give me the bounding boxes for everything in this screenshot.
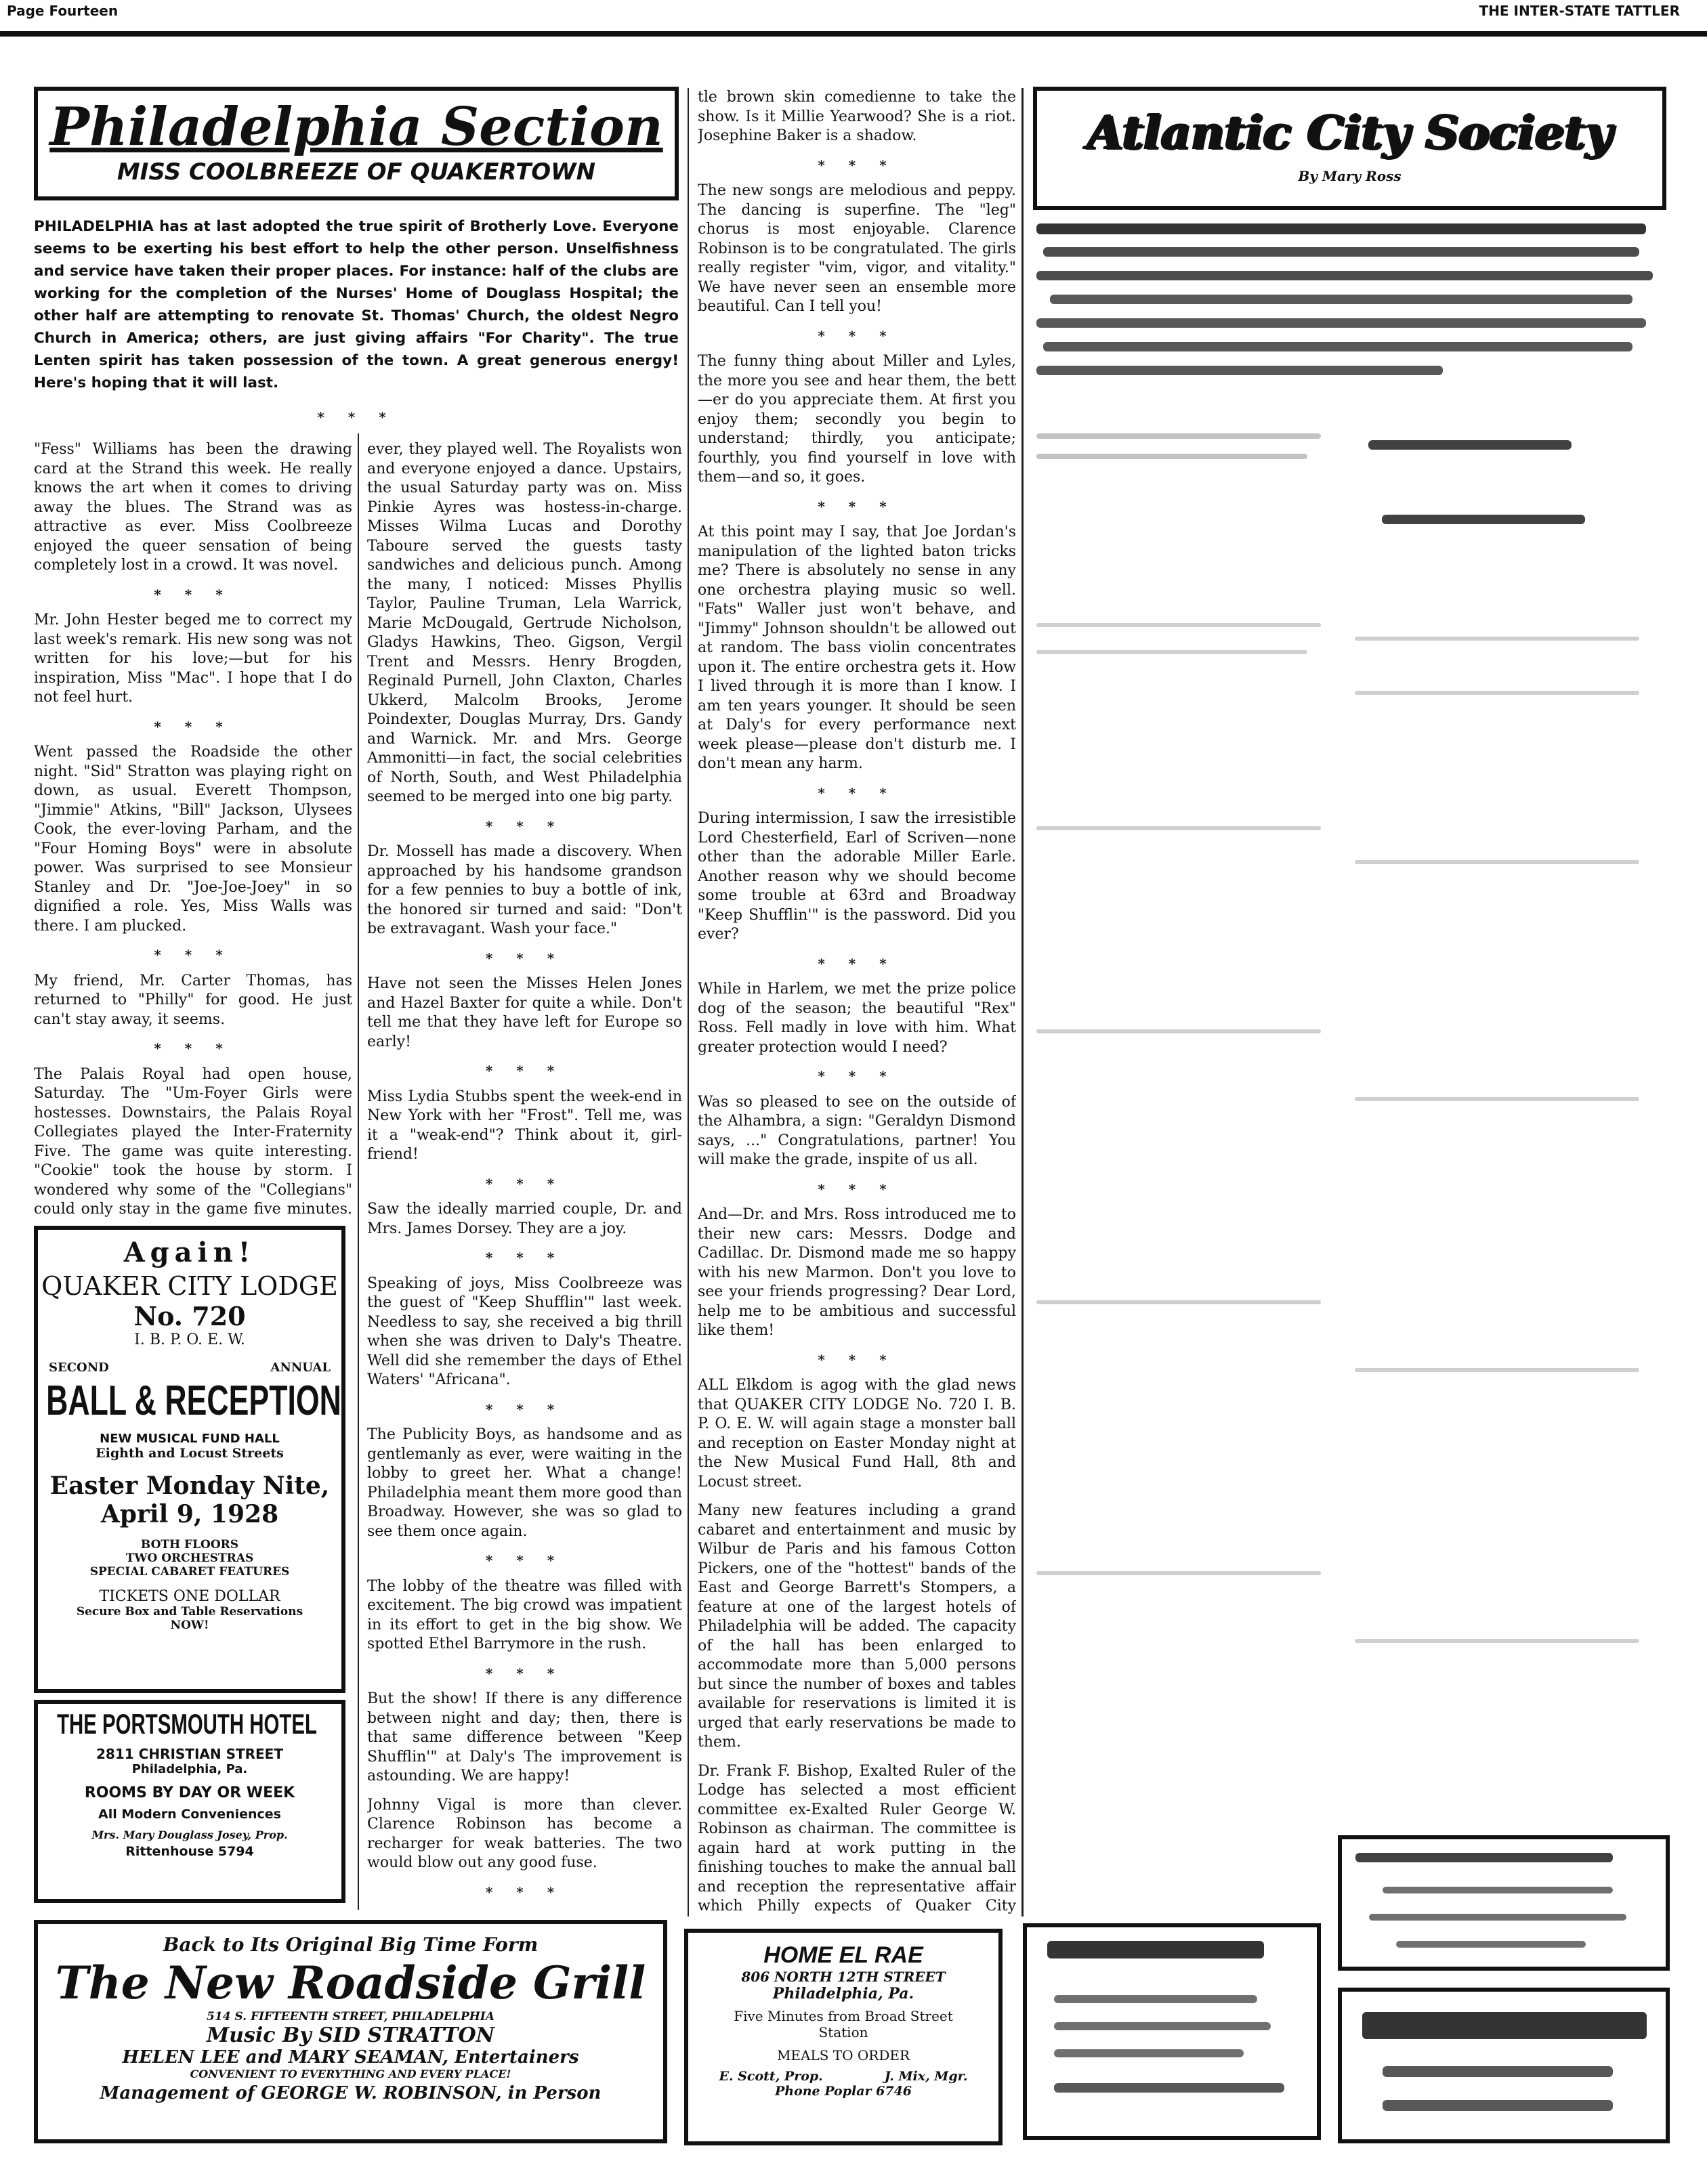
- portsmouth-phone: Rittenhouse 5794: [125, 1844, 254, 1859]
- col3-paragraph: Was so pleased to see on the outside of the Alhambra, a sign: "Geraldyn Dismond says, ..." Congratulations, partner! You will make the grade, inspite of us all.: [698, 1093, 1016, 1168]
- lodge-now: NOW!: [170, 1619, 209, 1632]
- portsmouth-city: Philadelphia, Pa.: [131, 1762, 248, 1776]
- col3-paragraph: tle brown skin comedienne to take the show. Is it Millie Yearwood? She is a riot. Josephine Baker is a shadow.: [698, 89, 1016, 144]
- lodge-name: QUAKER CITY LODGE: [41, 1271, 338, 1301]
- homeelrae-minutes: Five Minutes from Broad Street: [734, 2008, 953, 2024]
- col2-paragraph: Miss Lydia Stubbs spent the week-end in New York with her "Frost". Tell me, was it a "weak-end"? Think about it, girl-friend!: [367, 1088, 682, 1163]
- homeelrae-prop2: J. Mix, Mgr.: [884, 2069, 968, 2084]
- lodge-second: SECOND: [49, 1361, 109, 1375]
- atlantic-title: Atlantic City Society: [1087, 106, 1613, 160]
- roadside-management: Management of GEORGE W. ROBINSON, in Person: [100, 2083, 602, 2103]
- col3-paragraph: Many new features including a grand cabaret and entertainment and music by Wilbur de Paris and his famous Cotton Pickers, one of the "hottest" bands of the East and George Barrett's Stompers, a feature at one of the largest hotels of Philadelphia will be added. The capacity of the hall has been enlarged to accommodate more than 5,000 persons but since the number of boxes and tables available for reservations is limited it is urged that early reservations be made to them.: [698, 1502, 1016, 1751]
- degraded-ad-box: [1338, 1835, 1670, 1971]
- homeelrae-street: 806 NORTH 12TH STREET: [741, 1969, 946, 1985]
- homeelrae-phone: Phone Poplar 6746: [774, 2084, 912, 2099]
- col2-paragraph: The Publicity Boys, as handsome and as gentlemanly as ever, were waiting in the lobby to greet her. What a change! Philadelphia meant them more good than Broadway. However, she was so glad to see them once again.: [367, 1426, 682, 1540]
- portsmouth-street: 2811 CHRISTIAN STREET: [96, 1746, 283, 1762]
- col2-paragraph: Johnny Vigal is more than clever. Clarence Robinson has become a recharger for weak batteries. The two would blow out any good fuse.: [367, 1796, 682, 1871]
- philly-column-2: ever, they played well. The Royalists won and everyone enjoyed a dance. Upstairs, the usual Saturday party was on. Miss Pinkie Ayres was hostess-in-charge. Misses Wilma Lucas and Dorothy Taboure served the guests tasty sandwiches and delicious punch. Among the many, I noticed: Misses Phyllis Taylor, Pauline Truman, Lela Warrick, Marie McDougald, Gertrude Nicholson, Gladys Hawkins, Theo. Gigson, Vergil Trent and Messrs. Henry Brogden, Reginald Purnell, John Claxton, Charles Ukkerd, Malcolm Brooks, Jerome Poindexter, Douglas Murray, Drs. Gandy and Warnick. Mr. and Mrs. George Ammonitti—in fact, the social celebrities of North, South, and West Philadelphia seemed to be merged into one big party. * * * Dr. Mossell has made a discovery. When approached by his handsome grandson for a few pennies to buy a bottle of ink, the honored sir turned and said: "Don't be extravagant. Wash your face." * * * Have not seen the Misses Helen Jones and Hazel Baxter for quite a while. Don't tell me that they have left for Europe so early! * * * Miss Lydia Stubbs spent the week-end in New York with her "Frost". Tell me, was it a "weak-end"? Think about it, girl-friend! * * * Saw the ideally married couple, Dr. and Mrs. James Dorsey. They are a joy. * * * Speaking of joys, Miss Coolbreeze was the guest of "Keep Shufflin'" last week. Needless to say, she received a big thrill when she was driven to Daly's Theatre. Well did she remember the days of Ethel Waters' "Africana". * * * The Publicity Boys, as handsome and as gentlemanly as ever, were waiting in the lobby to greet her. What a change! Philadelphia meant them more good than Broadway. However, she was so glad to see them once again. * * * The lobby of the theatre was filled with excitement. The big crowd was impatient in its effort to get in the big show. We spotted Ethel Barrymore in the rush. * * * But the show! If there is any difference between night and day; then, there is that same difference between "Keep Shufflin'" at Daly's The improvement is astounding. We are happy! Johnny Vigal is more than clever. Clarence Robinson has become a recharger for weak batteries. The two would blow out any good fuse. * * *: [367, 441, 682, 1900]
- col3-paragraph: While in Harlem, we met the prize police dog of the season; the beautiful "Rex" Ross. Fell madly in love with him. What greater protection would I need?: [698, 981, 1016, 1056]
- intro-paragraph: PHILADELPHIA has at last adopted the true spirit of Brotherly Love. Everyone seems to be exerting his best effort to help the other person. Unselfishness and service have taken their proper places. For instance: half of the clubs are working for the completion of the Nurses' Home of Douglass Hospital; the other half are attempting to renovate St. Thomas' Church, the oldest Negro Church in America; others, are just giving affairs "For Charity". The true Lenten spirit has taken possession of the town. A great generous energy! Here's hoping that it will last.: [34, 218, 679, 391]
- atlantic-byline: By Mary Ross: [1298, 168, 1402, 184]
- portsmouth-conveniences: All Modern Conveniences: [98, 1807, 281, 1822]
- lodge-again: Again!: [123, 1237, 256, 1268]
- col2-paragraph: The lobby of the theatre was filled with excitement. The big crowd was impatient in its effort to get in the big show. We spotted Ethel Barrymore in the rush.: [367, 1577, 682, 1652]
- col1-paragraph: Went passed the Roadside the other night. "Sid" Stratton was playing right on down, as usual. Everett Thompson, "Jimmie" Atkins, "Bill" Jackson, Ulysees Cook, the ever-loving Parham, and the "Four Homing Boys" were in absolute power. Was surprised to see Monsieur Stanley and Dr. "Joe-Joe-Joey" in so dignified a role. Yes, Miss Walls was there. I am plucked.: [34, 744, 352, 935]
- roadside-music: Music By SID STRATTON: [206, 2024, 495, 2047]
- col1-paragraph: My friend, Mr. Carter Thomas, has returned to "Philly" for good. He just can't stay away, it seems.: [34, 972, 352, 1028]
- page-number: Page Fourteen: [7, 3, 119, 19]
- col2-paragraph: Have not seen the Misses Helen Jones and Hazel Baxter for quite a while. Don't tell me that they have left for Europe so early!: [367, 975, 682, 1050]
- roadside-tagline: Back to Its Original Big Time Form: [163, 1933, 539, 1956]
- lodge-venue: NEW MUSICAL FUND HALL: [100, 1432, 280, 1446]
- degraded-ad-box: [1023, 1923, 1321, 2140]
- philly-column-3: tle brown skin comedienne to take the show. Is it Millie Yearwood? She is a riot. Josephine Baker is a shadow. * * * The new songs are melodious and peppy. The dancing is superfine. The "leg" chorus is most enjoyable. Clarence Robinson is to be congratulated. The girls really register "vim, vigor, and vitality." We have never seen an ensemble more beautiful. Can I tell you! * * * The funny thing about Miller and Lyles, the more you see and hear them, the bett—er do you appreciate them. At first you enjoy them; secondly you begin to understand; thirdly, you anticipate; fourthly, you find yourself in love with them—and so, it goes. * * * At this point may I say, that Joe Jordan's manipulation of the lighted baton tricks me? There is absolutely no sense in any one orchestra playing music so well. "Fats" Waller just won't behave, and "Jimmy" Johnson shouldn't be allowed out at random. The bass violin concentrates upon it. The entire orchestra gets it. How I lived through it is more than I know. I am ten years younger. It should be seen at Daly's for every performance next week please—please don't disturb me. I don't mean any harm. * * * During intermission, I saw the irresistible Lord Chesterfield, Earl of Scriven—none other than the adorable Miller Earle. Another reason why we should become some trouble at 63rd and Broadway "Keep Shufflin'" is the password. Did you ever? * * * While in Harlem, we met the prize police dog of the season; the beautiful "Rex" Ross. Fell madly in love with him. What greater protection would I need? * * * Was so pleased to see on the outside of the Alhambra, a sign: "Geraldyn Dismond says, ..." Congratulations, partner! You will make the grade, inspite of us all. * * * And—Dr. and Mrs. Ross introduced me to their new cars: Messrs. Dodge and Cadillac. Dr. Dismond made me so happy with his new Marmon. Don't you love to see your friends progressing? Dear Lord, help me to be ambitious and successful like them! * * * ALL Elkdom is agog with the glad news that QUAKER CITY LODGE No. 720 I. B. P. O. E. W. will again stage a monster ball and reception on Easter Monday night at the New Musical Fund Hall, 8th and Locust street. Many new features including a grand cabaret and entertainment and music by Wilbur de Paris and his famous Cotton Pickers, one of the "hottest" bands of the East and George Barrett's Stompers, a feature at one of the largest hotels of Philadelphia will be added. The capacity of the hall has been enlarged to accommodate more than 5,000 persons but since the number of boxes and tables available for reservations is limited it is urged that early reservations be made to them. Dr. Frank F. Bishop, Exalted Ruler of the Lodge has selected a most efficient committee ex-Exalted Ruler George W. Robinson as chairman. The committee is again hard at work putting in the finishing touches to make the annual ball and reception the representative affair which Philly expects of Quaker City: [698, 88, 1016, 1917]
- roadside-name: The New Roadside Grill: [55, 1956, 646, 2009]
- col3-paragraph: And—Dr. and Mrs. Ross introduced me to their new cars: Messrs. Dodge and Cadillac. Dr. Dismond made me so happy with his new Marmon. Don't you love to see your friends progressing? Dear Lord, help me to be ambitious and successful like them!: [698, 1206, 1016, 1339]
- col2-paragraph: Dr. Mossell has made a discovery. When approached by his handsome grandson for a few pennies to buy a bottle of ink, the honored sir turned and said: "Don't be extravagant. Wash your face.": [367, 843, 682, 937]
- homeelrae-city: Philadelphia, Pa.: [772, 1985, 914, 2003]
- header-rule: [0, 31, 1707, 37]
- philly-column-1: "Fess" Williams has been the drawing card at the Strand this week. He really knows the art when it comes to driving away the blues. The Strand was as attractive as ever. Miss Coolbreeze enjoyed the queer sensation of being completely lost in a crowd. It was novel. * * * Mr. John Hester beged me to correct my last week's remark. His new song was not written for his love;—but for his inspiration, Miss "Mac". I hope that I do not feel hurt. * * * Went passed the Roadside the other night. "Sid" Stratton was playing right on down, as usual. Everett Thompson, "Jimmie" Atkins, "Bill" Jackson, Ulysees Cook, the ever-loving Parham, and the "Four Homing Boys" were in absolute power. Was surprised to see Monsieur Stanley and Dr. "Joe-Joe-Joey" in so dignified a role. Yes, Miss Walls was there. I am plucked. * * * My friend, Mr. Carter Thomas, has returned to "Philly" for good. He just can't stay away, it seems. * * * The Palais Royal had open house, Saturday. The "Um-Foyer Girls were hostesses. Downstairs, the Palais Royal Collegiates played the Inter-Fraternity Five. The game was quite interesting. "Cookie" took the house by storm. I wondered why some of the "Collegians" could only stay in the game five minutes.: [34, 440, 352, 1219]
- lodge-event: BALL & RECEPTION: [46, 1377, 341, 1424]
- homeelrae-station: Station: [818, 2024, 868, 2040]
- col2-paragraph: But the show! If there is any difference between night and day; then, there is that same difference between "Keep Shufflin'" at Daly's The improvement is astounding. We are happy!: [367, 1690, 682, 1784]
- lodge-date2: April 9, 1928: [100, 1500, 279, 1528]
- col3-paragraph: At this point may I say, that Joe Jordan's manipulation of the lighted baton tricks me? There is absolutely no sense in any one orchestra playing music so well. "Fats" Waller just won't behave, and "Jimmy" Johnson shouldn't be allowed out at random. The bass violin concentrates upon it. The entire orchestra gets it. How I lived through it is more than I know. I am ten years younger. It should be seen at Daly's for every performance next week please—please don't disturb me. I don't mean any harm.: [698, 523, 1016, 772]
- philadelphia-title: Philadelphia Section: [49, 96, 663, 158]
- col2-paragraph: ever, they played well. The Royalists won and everyone enjoyed a dance. Upstairs, the usual Saturday party was on. Miss Pinkie Ayres was hostess-in-charge. Misses Wilma Lucas and Dorothy Taboure served the guests tasty sandwiches and delicious punch. Among the many, I noticed: Misses Phyllis Taylor, Pauline Truman, Lela Warrick, Marie McDougald, Gertrude Nicholson, Gladys Hawkins, Theo. Gigson, Vergil Trent and Messrs. Henry Brogden, Reginald Purnell, John Claxton, Charles Ukkerd, Malcolm Brooks, Jerome Poindexter, Douglas Murray, Drs. Gandy and Warnick. Mr. and Mrs. George Ammonitti—in fact, the social celebrities of North, South, and West Philadelphia seemed to be merged into one big party.: [367, 441, 682, 805]
- portsmouth-prop: Mrs. Mary Douglass Josey, Prop.: [91, 1828, 288, 1841]
- lodge-tickets: TICKETS ONE DOLLAR: [99, 1588, 280, 1605]
- col1-paragraph: Mr. John Hester beged me to correct my last week's remark. His new song was not written for his love;—but for his inspiration, Miss "Mac". I hope that I do not feel hurt.: [34, 612, 352, 706]
- col2-paragraph: Saw the ideally married couple, Dr. and Mrs. James Dorsey. They are a joy.: [367, 1201, 682, 1237]
- column-divider: [1021, 88, 1024, 1917]
- lodge-org: I. B. P. O. E. W.: [134, 1331, 245, 1348]
- homeelrae-meals: MEALS TO ORDER: [776, 2047, 910, 2063]
- column-divider: [688, 88, 689, 1917]
- col1-paragraph: The Palais Royal had open house, Saturday. The "Um-Foyer Girls were hostesses. Downstairs, the Palais Royal Collegiates played the Inter-Fraternity Five. The game was quite interesting. "Cookie" took the house by storm. I wondered why some of the "Collegians" could only stay in the game five minutes.: [34, 1065, 352, 1218]
- masthead-running: THE INTER-STATE TATTLER: [1479, 3, 1680, 19]
- atlantic-degraded-text: [1030, 217, 1680, 1910]
- col3-paragraph: During intermission, I saw the irresistible Lord Chesterfield, Earl of Scriven—none other than the adorable Miller Earle. Another reason why we should become some trouble at 63rd and Broadway "Keep Shufflin'" is the password. Did you ever?: [698, 810, 1016, 943]
- col1-paragraph: "Fess" Williams has been the drawing card at the Strand this week. He really knows the art when it comes to driving away the blues. The Strand was as attractive as ever. Miss Coolbreeze enjoyed the queer sensation of being completely lost in a crowd. It was novel.: [34, 441, 352, 574]
- lodge-streets: Eighth and Locust Streets: [96, 1446, 284, 1461]
- lodge-date1: Easter Monday Nite,: [49, 1472, 330, 1500]
- degraded-ad-box: [1338, 1988, 1670, 2143]
- col3-paragraph: ALL Elkdom is agog with the glad news that QUAKER CITY LODGE No. 720 I. B. P. O. E. W. will again stage a monster ball and reception on Easter Monday night at the New Musical Fund Hall, 8th and Locust street.: [698, 1377, 1016, 1491]
- roadside-entertainers: HELEN LEE and MARY SEAMAN, Entertainers: [122, 2047, 579, 2068]
- col2-paragraph: Speaking of joys, Miss Coolbreeze was the guest of "Keep Shufflin'" last week. Needless to say, she received a big thrill when she was driven to Daly's Theatre. Well did she remember the days of Ethel Waters' "Africana".: [367, 1275, 682, 1388]
- philadelphia-title-box: [34, 87, 679, 200]
- atlantic-title-box: [1033, 87, 1666, 210]
- homeelrae-name: HOME EL RAE: [763, 1942, 923, 1968]
- lodge-annual: ANNUAL: [270, 1361, 331, 1375]
- intro-stars: * * *: [317, 409, 396, 425]
- portsmouth-rooms: ROOMS BY DAY OR WEEK: [84, 1784, 295, 1801]
- col3-paragraph: The new songs are melodious and peppy. The dancing is superfine. The "leg" chorus is most enjoyable. Clarence Robinson is to be congratulated. The girls really register "vim, vigor, and vitality." We have never seen an ensemble more beautiful. Can I tell you!: [698, 182, 1016, 315]
- roadside-grill-ad: [34, 1920, 667, 2143]
- lodge-floors: BOTH FLOORS: [140, 1538, 239, 1551]
- lodge-ad: [34, 1226, 345, 1693]
- lodge-number: No. 720: [133, 1301, 246, 1331]
- home-el-rae-ad: [684, 1929, 1003, 2145]
- col3-paragraph: The funny thing about Miller and Lyles, the more you see and hear them, the bett—er do you appreciate them. At first you enjoy them; secondly you begin to understand; thirdly, you anticipate; fourthly, you find yourself in love with them—and so, it goes.: [698, 353, 1016, 486]
- philadelphia-byline: MISS COOLBREEZE OF QUAKERTOWN: [117, 158, 596, 186]
- portsmouth-name: THE PORTSMOUTH HOTEL: [57, 1708, 317, 1740]
- column-divider: [358, 433, 359, 1910]
- roadside-convenient: CONVENIENT TO EVERYTHING AND EVERY PLACE!: [190, 2068, 511, 2080]
- roadside-address: 514 S. FIFTEENTH STREET, PHILADELPHIA: [207, 2010, 494, 2024]
- portsmouth-ad: [34, 1700, 345, 1903]
- col3-paragraph: Dr. Frank F. Bishop, Exalted Ruler of the Lodge has selected a most efficient committee ex-Exalted Ruler George W. Robinson as chairman. The committee is again hard at work putting in the finishing touches to make the annual ball and reception the representative affair which Philly expects of Quaker City: [698, 1762, 1016, 1914]
- homeelrae-prop1: E. Scott, Prop.: [719, 2069, 823, 2084]
- lodge-secure: Secure Box and Table Reservations: [76, 1605, 303, 1619]
- lodge-features: SPECIAL CABARET FEATURES: [89, 1565, 290, 1579]
- lodge-orchestras: TWO ORCHESTRAS: [125, 1551, 254, 1565]
